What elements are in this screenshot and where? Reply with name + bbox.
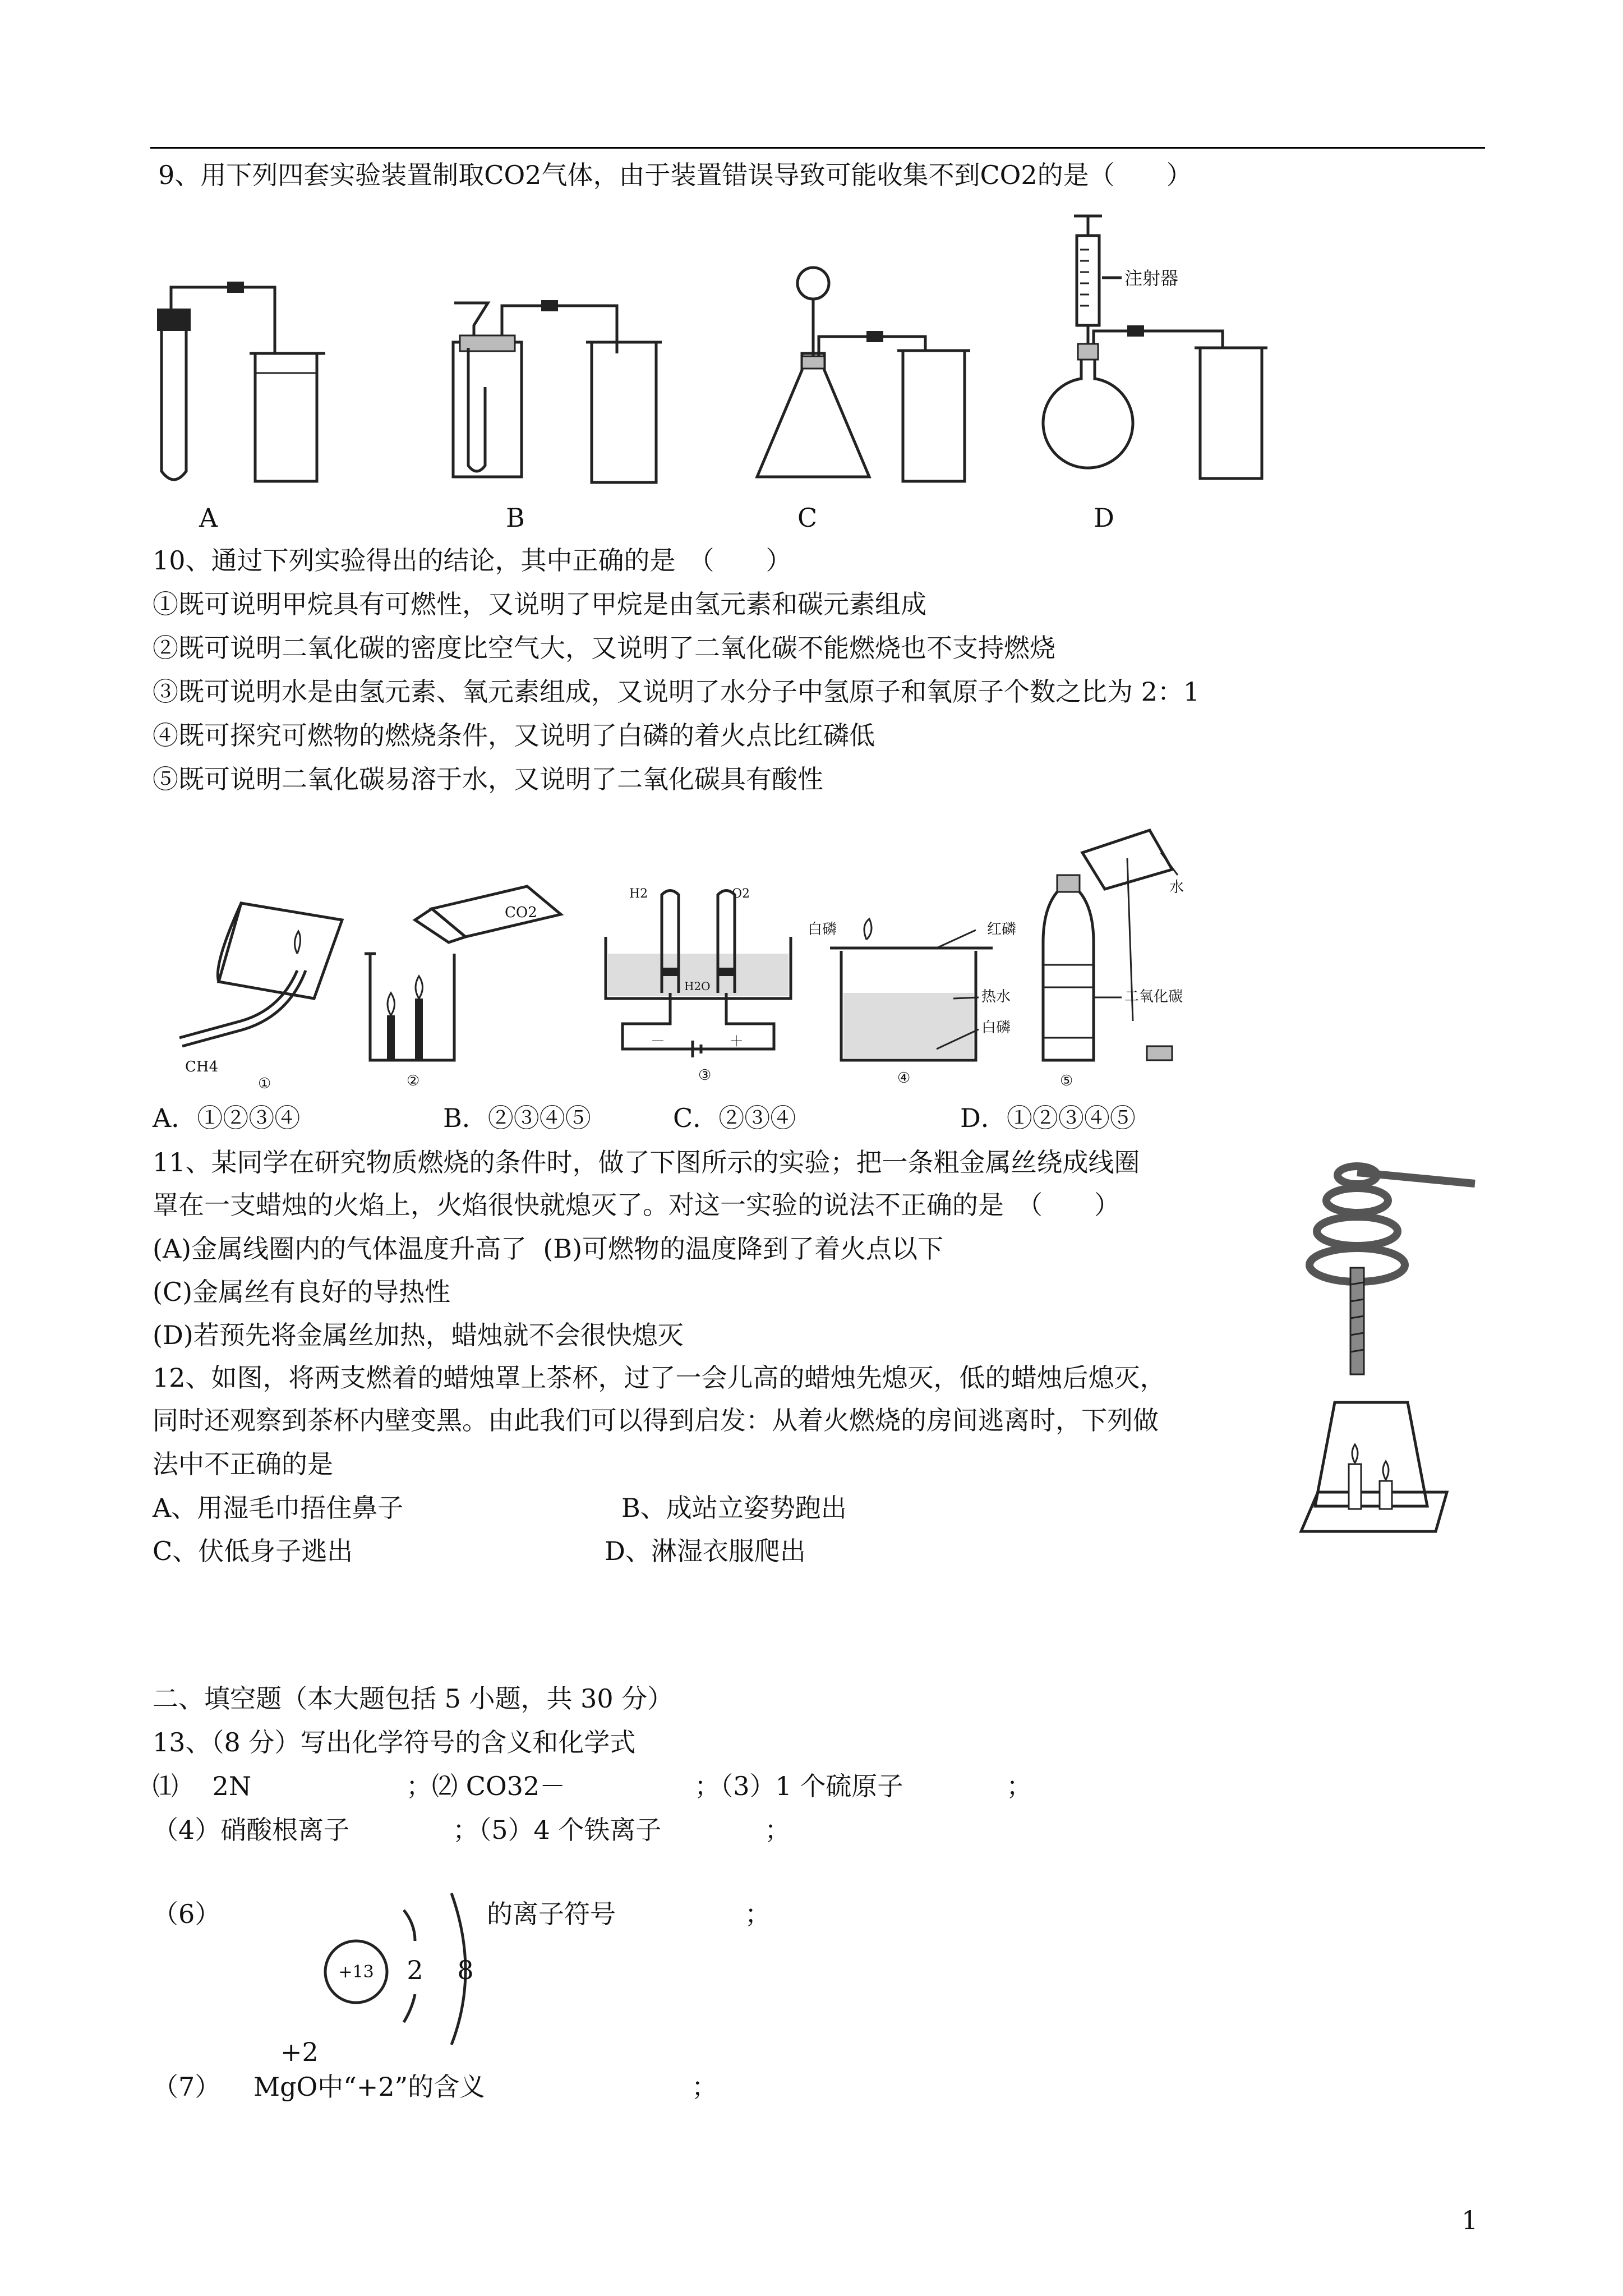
q10-option-c: C．②③④ xyxy=(673,1103,796,1133)
q10-figure-4 xyxy=(808,909,1043,1088)
q9-option-c: C xyxy=(797,503,818,533)
q13-item7-superscript: +2 xyxy=(280,2037,319,2067)
q11-option-d: (D)若预先将金属丝加热，蜡烛就不会很快熄灭 xyxy=(153,1320,684,1350)
q11-option-c: (C)金属丝有良好的导热性 xyxy=(153,1277,451,1307)
q10-statement-5: ⑤既可说明二氧化碳易溶于水，又说明了二氧化碳具有酸性 xyxy=(153,764,823,794)
q10-text: 10、通过下列实验得出的结论，其中正确的是 （ ） xyxy=(153,545,792,576)
svg-text:水: 水 xyxy=(1169,879,1184,896)
q13-item6-text: 的离子符号 ； xyxy=(487,1899,771,1929)
q12-option-d: D、淋湿衣服爬出 xyxy=(605,1536,806,1566)
q9-option-b: B xyxy=(506,503,525,533)
q11-options-a-b: (A)金属线圈内的气体温度升高了 (B)可燃物的温度降到了着火点以下 xyxy=(153,1234,944,1264)
svg-text:二氧化碳: 二氧化碳 xyxy=(1124,988,1183,1005)
q9-apparatus-c xyxy=(763,258,976,499)
q13-item7-text: MgO中“+2”的含义 ； xyxy=(253,2072,718,2102)
svg-text:2: 2 xyxy=(407,1955,423,1985)
svg-text:①: ① xyxy=(258,1075,271,1092)
svg-text:+13: +13 xyxy=(338,1962,374,1982)
q10-statement-4: ④既可探究可燃物的燃烧条件，又说明了白磷的着火点比红磷低 xyxy=(153,720,875,751)
q11-line-2: 罩在一支蜡烛的火焰上，火焰很快就熄灭了。对这一实验的说法不正确的是 （ ） xyxy=(153,1190,1120,1220)
q12-line-2: 同时还观察到茶杯内壁变黑。由此我们可以得到启发：从着火燃烧的房间逃离时，下列做 xyxy=(153,1405,1159,1435)
q9-option-a: A xyxy=(199,503,218,533)
q10-figure-1 xyxy=(168,886,359,1092)
q10-option-d: D．①②③④⑤ xyxy=(960,1103,1136,1133)
q13-item6-label: （6） xyxy=(153,1899,221,1929)
svg-text:O2: O2 xyxy=(732,887,750,901)
q13-line-1: ⑴ 2N ；⑵ CO32－ ；（3）1 个硫原子 ； xyxy=(153,1771,1032,1801)
svg-text:白磷: 白磷 xyxy=(808,921,837,938)
q13-line-2: （4）硝酸根离子 ；（5）4 个铁离子 ； xyxy=(153,1815,791,1845)
q9-option-d: D xyxy=(1094,503,1114,533)
q9-apparatus-d xyxy=(1060,210,1284,499)
q11-line-1: 11、某同学在研究物质燃烧的条件时，做了下图所示的实验；把一条粗金属丝绕成线圈 xyxy=(153,1147,1140,1177)
q12-line-3: 法中不正确的是 xyxy=(153,1449,333,1479)
q10-statement-1: ①既可说明甲烷具有可燃性，又说明了甲烷是由氢元素和碳元素组成 xyxy=(153,589,926,619)
q11-coil-figure xyxy=(1295,1150,1481,1386)
q10-option-a: A．①②③④ xyxy=(153,1103,301,1133)
svg-text:白磷: 白磷 xyxy=(981,1019,1011,1036)
q10-statement-2: ②既可说明二氧化碳的密度比空气大，又说明了二氧化碳不能燃烧也不支持燃烧 xyxy=(153,633,1055,663)
aluminum-ion-diagram xyxy=(320,1890,488,2047)
svg-text:⑤: ⑤ xyxy=(1060,1073,1073,1089)
q9-apparatus-b xyxy=(443,275,667,499)
svg-text:－: － xyxy=(651,1033,666,1050)
q10-figure-5 xyxy=(1032,819,1245,1088)
q10-statement-3: ③既可说明水是由氢元素、氧元素组成，又说明了水分子中氢原子和氧原子个数之比为 2：1 xyxy=(153,677,1200,707)
syringe-label: 注射器 xyxy=(1124,268,1179,289)
svg-text:H2O: H2O xyxy=(684,979,711,993)
q10-figure-2 xyxy=(365,875,578,1088)
q12-option-c: C、伏低身子逃出 xyxy=(153,1536,353,1566)
svg-text:8: 8 xyxy=(457,1955,474,1985)
page-number: 1 xyxy=(1461,2205,1478,2235)
header-rule xyxy=(150,147,1485,149)
svg-text:③: ③ xyxy=(698,1067,712,1084)
q12-option-b: B、成站立姿势跑出 xyxy=(621,1493,847,1523)
q12-line-1: 12、如图，将两支燃着的蜡烛罩上茶杯，过了一会儿高的蜡烛先熄灭，低的蜡烛后熄灭， xyxy=(153,1363,1166,1393)
svg-text:＋: ＋ xyxy=(729,1033,744,1050)
q9-apparatus-a xyxy=(146,275,336,499)
svg-text:热水: 热水 xyxy=(981,988,1011,1005)
svg-text:H2: H2 xyxy=(629,887,648,901)
q13-title: 13、（8 分）写出化学符号的含义和化学式 xyxy=(153,1727,636,1757)
q9-text: 9、用下列四套实验装置制取CO2气体，由于装置错误导致可能收集不到CO2的是（ ） xyxy=(158,160,1192,190)
q12-option-a: A、用湿毛巾捂住鼻子 xyxy=(153,1493,404,1523)
q13-item7-label: （7） xyxy=(153,2072,221,2102)
svg-text:④: ④ xyxy=(897,1070,911,1087)
section2-title: 二、填空题（本大题包括 5 小题，共 30 分） xyxy=(153,1683,674,1714)
svg-text:②: ② xyxy=(407,1073,420,1089)
q10-option-b: B．②③④⑤ xyxy=(443,1103,591,1133)
svg-text:CH4: CH4 xyxy=(185,1059,219,1075)
svg-text:CO2: CO2 xyxy=(505,904,537,921)
q12-candles-figure xyxy=(1295,1391,1464,1554)
svg-text:红磷: 红磷 xyxy=(987,921,1017,938)
q10-figure-3 xyxy=(600,881,802,1088)
